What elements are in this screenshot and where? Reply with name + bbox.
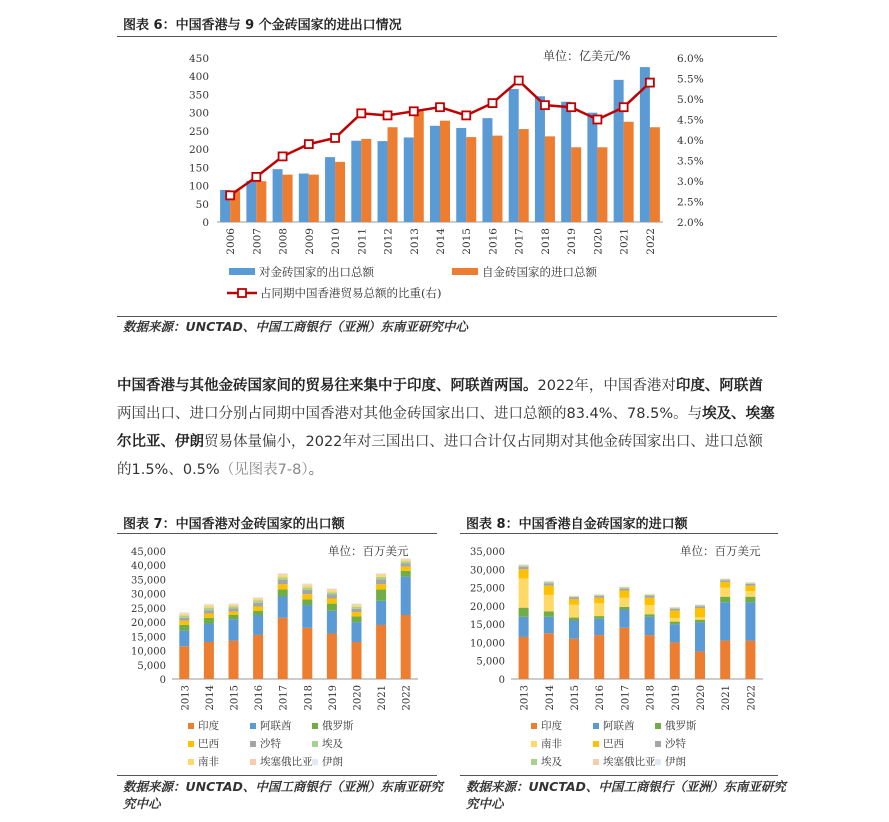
fig6-yright-tick: 3.0% (677, 176, 704, 188)
fig8-bar-segment (645, 595, 655, 596)
fig8-bar-segment (619, 628, 629, 679)
fig6-yright-tick: 2.5% (677, 196, 704, 209)
fig8-title: 图表 8：中国香港自金砖国家的进口额 (466, 517, 688, 532)
fig8-x-tick: 2019 (670, 685, 682, 711)
fig8-legend-label: 印度 (541, 720, 562, 732)
fig8-y-tick: 10,000 (470, 638, 505, 650)
fig8-bar-segment (645, 596, 655, 598)
fig7-legend-label: 埃塞俄比亚 (260, 756, 313, 768)
fig7-legend-label: 南非 (198, 756, 219, 768)
fig7-x-tick: 2014 (204, 685, 216, 711)
fig8-y-tick: 25,000 (470, 583, 505, 595)
fig6-x-tick: 2017 (513, 228, 526, 255)
fig8-y-tick: 20,000 (470, 601, 505, 613)
fig8-legend-label: 沙特 (665, 738, 686, 750)
fig8-bar-segment (720, 588, 730, 597)
fig8-bar-segment (594, 596, 604, 598)
fig8-bar-segment (670, 622, 680, 625)
fig8-bar-segment (594, 619, 604, 635)
fig8-bar-segment (619, 610, 629, 628)
fig8-bar-segment (720, 582, 730, 587)
fig8-bar-segment (745, 597, 755, 602)
fig7-x-tick: 2018 (303, 685, 315, 711)
fig7-title: 图表 7：中国香港对金砖国家的出口额 (123, 517, 345, 532)
fig8-bar-segment (619, 590, 629, 597)
fig7-y-tick: 10,000 (131, 646, 166, 658)
fig8-bar-segment (720, 641, 730, 679)
fig8-bar-segment (745, 582, 755, 583)
fig8-legend-label: 埃塞俄比亚 (603, 756, 656, 768)
fig7-legend-label: 巴西 (198, 738, 219, 750)
fig7-legend-label: 印度 (198, 720, 219, 732)
fig6-x-tick: 2012 (382, 228, 395, 255)
fig6-yleft-tick: 50 (195, 198, 209, 211)
fig6-yright-tick: 3.5% (677, 155, 704, 168)
fig7-x-tick: 2022 (401, 685, 413, 711)
fig6-yleft-tick: 400 (188, 71, 209, 84)
fig8-bar-segment (594, 595, 604, 596)
fig8-bar-segment (645, 598, 655, 605)
fig8-bar-segment (670, 611, 680, 618)
fig8-bar-segment (569, 599, 579, 604)
fig8-bar-segment (645, 635, 655, 679)
fig8-x-tick: 2020 (696, 685, 707, 711)
fig8-y-tick: 5,000 (476, 656, 505, 668)
fig7-y-tick: 40,000 (131, 561, 166, 573)
fig8-bar-segment (569, 639, 579, 679)
fig6-yleft-tick: 450 (188, 53, 209, 65)
fig7-x-tick: 2017 (278, 685, 290, 711)
fig7-x-tick: 2013 (180, 685, 192, 711)
fig6-x-tick: 2013 (408, 228, 421, 255)
fig8-x-tick: 2013 (519, 685, 531, 711)
fig8-bar-segment (519, 567, 529, 570)
fig8-legend-swatch (531, 723, 537, 729)
fig7-x-tick: 2021 (377, 685, 389, 711)
fig6-yright-tick: 2.0% (677, 217, 704, 229)
fig7-y-tick: 35,000 (131, 575, 166, 587)
fig8-source (466, 778, 786, 812)
fig8-bar-segment (670, 642, 680, 679)
fig8-bar-segment (569, 605, 579, 618)
fig8-bar-segment (695, 652, 705, 679)
fig8-bar-segment (695, 605, 705, 606)
fig8-bar-segment (519, 569, 529, 578)
fig8-x-tick: 2021 (721, 685, 733, 711)
fig7-y-tick: 5,000 (137, 660, 166, 672)
fig8-bar-segment (670, 607, 680, 608)
fig8-bar-segment (544, 633, 554, 679)
fig8-bar-segment (569, 618, 579, 621)
fig8-x-tick: 2018 (645, 685, 657, 711)
fig8-legend-swatch (655, 723, 661, 729)
fig8-bar-segment (695, 605, 705, 606)
fig8-bar-segment (544, 581, 554, 582)
para-text-1: 2022年，中国香港对 (537, 378, 676, 394)
fig7-y-tick: 0 (159, 675, 166, 686)
fig8-legend-label: 俄罗斯 (665, 720, 697, 732)
fig8-legend-swatch (593, 741, 599, 747)
fig7-y-tick: 45,000 (131, 547, 166, 558)
fig8-bar-segment (695, 622, 705, 651)
fig8-bar-segment (645, 617, 655, 635)
fig6-x-tick: 2009 (303, 228, 316, 255)
para-figure-ref: （见图表7-8） (219, 462, 309, 478)
fig7-legend-label: 伊朗 (322, 756, 343, 768)
fig8-y-tick: 30,000 (470, 565, 505, 577)
fig8-bar-segment (569, 597, 579, 598)
fig7-x-tick: 2019 (327, 685, 339, 711)
fig8-bar-segment (670, 618, 680, 622)
fig8-x-tick: 2022 (746, 685, 758, 711)
para-bold-1: 中国香港与其他金砖国家间的贸易往来集中于印度、阿联酋两国。 (117, 378, 538, 394)
fig6-yleft-tick: 200 (188, 144, 209, 157)
fig6-yleft-tick: 100 (188, 180, 209, 193)
fig8-bar-segment (670, 624, 680, 642)
fig6-yleft-tick: 250 (188, 125, 209, 138)
fig6-yright-tick: 4.5% (677, 114, 704, 127)
fig8-bar-segment (519, 617, 529, 637)
para-bold-2: 印度、阿联酋 (675, 378, 763, 394)
fig8-bar-segment (544, 583, 554, 586)
fig7-legend-label: 沙特 (260, 738, 281, 750)
fig6-x-tick: 2006 (225, 228, 238, 255)
fig6-yleft-tick: 350 (188, 89, 209, 102)
fig7-x-tick: 2020 (352, 685, 364, 711)
fig8-bar-segment (519, 566, 529, 567)
fig8-bar-segment (569, 620, 579, 638)
fig8-source-line1: 数据来源：UNCTAD、中国工商银行（亚洲）东南亚研究 (466, 779, 786, 794)
fig6-legend-ratio: 占同期中国香港贸易总额的比重(右) (260, 286, 442, 300)
para-text-2: 两国出口、进口分别占同期中国香港对其他金砖国家出口、进口总额的83.4%、78.5%。与 (117, 406, 703, 422)
fig8-bar-segment (670, 608, 680, 609)
fig7-x-tick: 2015 (229, 685, 241, 711)
fig8-bar-segment (645, 594, 655, 595)
fig8-bottom-rule (460, 775, 778, 776)
fig7-y-tick: 20,000 (131, 618, 166, 630)
fig7-legend-label: 俄罗斯 (322, 720, 354, 732)
fig8-bar-segment (544, 611, 554, 616)
fig6-x-tick: 2014 (435, 228, 447, 255)
fig8-legend-label: 埃及 (541, 756, 562, 768)
fig8-legend-swatch (531, 741, 537, 747)
para-bold-3: 埃及、埃塞尔比亚、伊朗 (117, 406, 775, 450)
fig8-x-tick: 2014 (544, 685, 556, 711)
fig8-source-line2: 究中心 (466, 796, 504, 811)
fig6-x-tick: 2021 (618, 228, 631, 255)
fig7-legend-label: 埃及 (322, 738, 343, 750)
fig8-bar-segment (594, 616, 604, 619)
fig8-bar-segment (619, 588, 629, 589)
fig6-yright-tick: 4.0% (677, 135, 704, 147)
fig6-source: 数据来源：UNCTAD、中国工商银行（亚洲）东南亚研究中心 (123, 319, 468, 334)
fig8-bar-segment (720, 597, 730, 602)
fig7-legend-label: 阿联酋 (260, 720, 292, 732)
fig8-legend-label: 巴西 (603, 738, 624, 750)
fig6-x-tick: 2007 (251, 228, 264, 255)
fig6-x-tick: 2008 (277, 228, 290, 255)
fig8-legend-swatch (655, 759, 661, 765)
fig8-bar-segment (519, 578, 529, 607)
fig8-x-tick: 2016 (595, 685, 607, 711)
fig6-x-tick: 2015 (461, 228, 474, 255)
fig6-x-tick: 2018 (539, 228, 552, 255)
fig8-bar-segment (544, 595, 554, 611)
fig8-bar-segment (695, 608, 705, 617)
fig8-bar-segment (544, 617, 554, 633)
fig8-bar-segment (670, 609, 680, 611)
fig6-x-tick: 2010 (330, 228, 343, 255)
fig8-y-tick: 15,000 (470, 620, 505, 632)
fig8-legend-swatch (655, 741, 661, 747)
fig8-bar-segment (645, 614, 655, 617)
para-text-3: 贸易体量偏小，2022年对三国出口、进口合计仅占同期对其他金砖国家出口、进口总额的1.5%、0.5% (117, 434, 763, 478)
fig6-x-tick: 2019 (566, 228, 579, 255)
fig8-x-tick: 2017 (620, 685, 632, 711)
fig7-source-line1: 数据来源：UNCTAD、中国工商银行（亚洲）东南亚研究 (123, 779, 443, 794)
fig6-x-tick: 2011 (356, 228, 369, 255)
fig8-bar-segment (745, 602, 755, 640)
fig7-unit: 单位：百万美元 (328, 544, 409, 558)
fig8-bar-segment (695, 620, 705, 623)
fig6-yleft-tick: 300 (188, 107, 209, 120)
fig7-y-tick: 15,000 (131, 632, 166, 644)
fig8-unit: 单位：百万美元 (680, 544, 761, 558)
fig8-y-tick: 35,000 (470, 547, 505, 558)
fig8-bar-segment (645, 605, 655, 614)
fig8-legend-swatch (531, 759, 537, 765)
fig6-x-tick: 2020 (592, 228, 605, 255)
fig8-bar-segment (745, 583, 755, 584)
fig8-bar-segment (544, 586, 554, 595)
fig8-legend-swatch (593, 723, 599, 729)
fig8-bar-segment (619, 587, 629, 588)
fig6-x-tick: 2016 (487, 228, 500, 255)
fig8-bar-segment (544, 581, 554, 582)
fig8-bar-segment (569, 597, 579, 599)
fig6-legend-export: 对金砖国家的出口总额 (259, 265, 374, 279)
fig8-bar-segment (745, 586, 755, 591)
fig7-x-tick: 2016 (254, 685, 266, 711)
fig6-legend-import: 自金砖国家的进口总额 (482, 265, 597, 279)
fig8-bar-segment (594, 595, 604, 596)
fig8-bar-segment (544, 582, 554, 583)
fig8-bar-segment (619, 598, 629, 607)
fig8-bar-segment (720, 580, 730, 582)
fig8-bar-segment (594, 603, 604, 616)
fig6-yright-tick: 5.5% (677, 73, 704, 86)
fig6-yleft-tick: 0 (202, 217, 209, 229)
fig8-bar-segment (745, 641, 755, 679)
fig6-unit: 单位：亿美元/% (543, 49, 631, 63)
fig8-bar-segment (745, 584, 755, 586)
fig8-y-tick: 0 (498, 675, 505, 686)
fig8-bar-segment (619, 589, 629, 591)
fig7-y-tick: 30,000 (131, 589, 166, 601)
fig8-legend-label: 阿联酋 (603, 720, 635, 732)
fig8-bar-segment (594, 598, 604, 603)
fig8-bar-segment (594, 635, 604, 679)
fig7-y-tick: 25,000 (131, 603, 166, 615)
fig8-bar-segment (720, 580, 730, 581)
fig8-bar-segment (619, 607, 629, 610)
fig8-bar-segment (695, 606, 705, 608)
fig8-x-tick: 2015 (570, 685, 581, 711)
fig6-x-tick: 2022 (644, 228, 657, 255)
fig8-legend-label: 伊朗 (665, 756, 686, 768)
para-end: 。 (308, 462, 324, 478)
fig8-bar-segment (720, 579, 730, 580)
fig8-bar-segment (519, 564, 529, 565)
fig8-bar-segment (720, 602, 730, 640)
fig8-bar-segment (695, 617, 705, 620)
fig6-yleft-tick: 150 (188, 162, 209, 175)
fig6-title: 图表 6：中国香港与 9 个金砖国家的进出口情况 (123, 18, 402, 33)
fig8-bar-segment (745, 591, 755, 596)
fig7-source-line2: 究中心 (123, 796, 161, 811)
fig8-bar-segment (519, 637, 529, 679)
fig8-legend-label: 南非 (541, 738, 562, 750)
fig6-yright-tick: 5.0% (677, 94, 704, 106)
fig6-yright-tick: 6.0% (677, 53, 704, 65)
fig8-bar-segment (519, 565, 529, 566)
fig8-bar-segment (519, 608, 529, 617)
fig8-legend-swatch (593, 759, 599, 765)
fig8-bar-segment (569, 596, 579, 597)
